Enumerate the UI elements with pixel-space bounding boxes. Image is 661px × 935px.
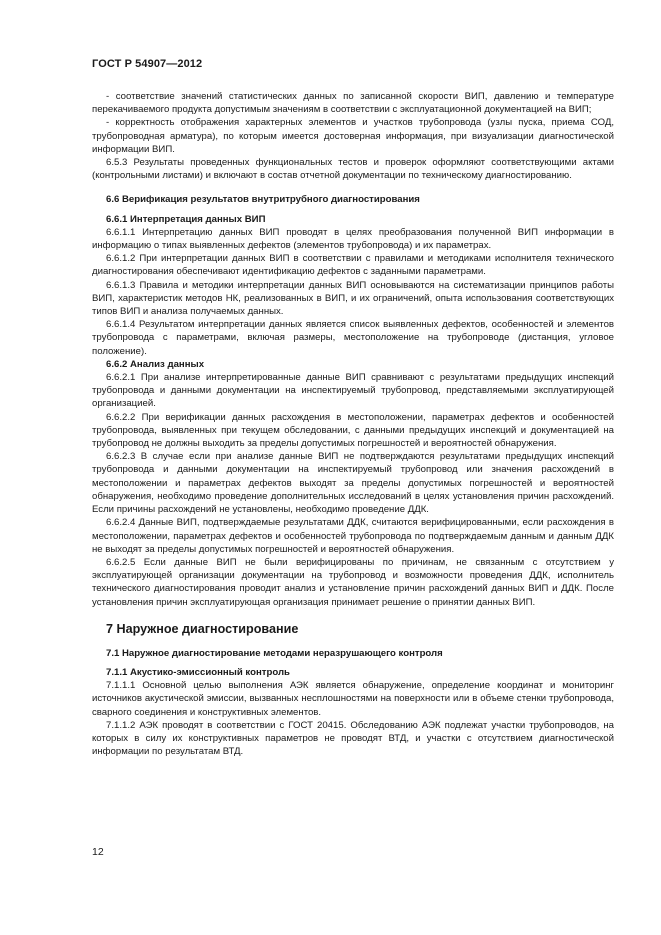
paragraph: 7.1.1.2 АЭК проводят в соответствии с ГОСТ 20415. Обследованию АЭК подлежат участки трубопроводов, на которых в силу их конструктивных параметров не проводят ВТД, и участки с отсутствием диагностической информации по результатам ВТД. [92, 719, 614, 758]
document-header: ГОСТ Р 54907—2012 [92, 58, 203, 70]
paragraph: 6.6.2.1 При анализе интерпретированные данные ВИП сравнивают с результатами предыдущих инспекций трубопровода и данными документации на инспектируемый трубопровод, представляемыми эксплуатирующей организацией. [92, 372, 614, 410]
document-body [92, 90, 614, 758]
paragraph: 6.6.1.4 Результатом интерпретации данных является список выявленных дефектов, особенностей и элементов трубопровода с параметрами, включая размеры, местоположение на трубопроводе (дистанция, угловое положение). [92, 319, 614, 357]
paragraph: 6.6.1.3 Правила и методики интерпретации данных ВИП основываются на систематизации принципов работы ВИП, характеристик методов НК, реализованных в ВИП, и их ограничений, опыта использования соответствующих типов ВИП и анализа получаемых данных. [92, 279, 614, 318]
paragraph: 7.1.1.1 Основной целью выполнения АЭК является обнаружение, определение координат и мониторинг источников акустической эмиссии, вызванных несплошностями на поверхности или в объеме стенки трубопровода, сварного соединения и конструктивных элементов. [92, 680, 614, 718]
paragraph: - корректность отображения характерных элементов и участков трубопровода (узлы пуска, приема СОД, трубопроводная арматура), по которым имеется достоверная информация, при визуализации диагностической информации ВИП. [92, 117, 614, 155]
chapter-heading-7: 7 Наружное диагностирование [106, 621, 299, 636]
subsection-heading-7-1-1: 7.1.1 Акустико-эмиссионный контроль [106, 666, 290, 678]
section-heading-7-1: 7.1 Наружное диагностирование методами неразрушающего контроля [106, 647, 443, 659]
paragraph: 6.6.2.4 Данные ВИП, подтверждаемые результатами ДДК, считаются верифицированными, если расхождения в местоположении, параметрах дефектов и особенностей трубопровода по подтверждаемым данным и данным ДДК не выходят за пределы допустимых погрешностей и вероятностей обнаружения. [92, 517, 614, 555]
paragraph: - соответствие значений статистических данных по записанной скорости ВИП, давлению и температуре перекачиваемого продукта допустимым значениям в соответствии с эксплуатационной документацией на ВИП; [92, 91, 614, 116]
section-heading-6-6: 6.6 Верификация результатов внутритрубного диагностирования [106, 194, 420, 206]
paragraph: 6.6.1.1 Интерпретацию данных ВИП проводят в целях преобразования полученной ВИП информации в информацию о типах выявленных дефектов (элементов трубопровода) и их параметрах. [92, 226, 614, 252]
page-number: 12 [92, 846, 104, 858]
paragraph: 6.6.1.2 При интерпретации данных ВИП в соответствии с правилами и методиками исполнителя технического диагностирования обеспечивают идентификацию дефектов с заданными параметрами. [92, 253, 614, 278]
subsection-heading-6-6-2: 6.6.2 Анализ данных [106, 358, 205, 370]
paragraph: 6.6.2.2 При верификации данных расхождения в местоположении, параметрах дефектов и особенностей трубопровода, выявленных при текущем обследовании, с данными предыдущих инспекций и документацией на трубопровод не должны выходить за пределы допустимых погрешностей и вероятностей обнаружения. [92, 411, 614, 450]
paragraph: 6.5.3 Результаты проведенных функциональных тестов и проверок оформляют соответствующими актами (контрольными листами) и включают в состав отчетной документации по техническому диагностированию. [92, 157, 614, 182]
paragraph: 6.6.2.5 Если данные ВИП не были верифицированы по причинам, не связанным с отсутствием у эксплуатирующей организации документации на трубопровод и возможности проведения ДДК, исполнитель технического диагностирования проводит анализ и установление причин расхождений данных ВИП и ДДК. После установления причин эксплуатирующая организация принимает решение о принятии данных ВИП. [92, 556, 614, 608]
subsection-heading-6-6-1: 6.6.1 Интерпретация данных ВИП [106, 213, 266, 225]
paragraph: 6.6.2.3 В случае если при анализе данные ВИП не подтверждаются результатами предыдущих инспекций трубопровода и данными документации на инспектируемый трубопровод или значения расхождений в местоположении и параметрах дефектов выходят за пределы допустимых погрешностей и вероятностей обнаружения, необходимо проведение дополнительных исследований в целях установления причин расхождений. Если причины расхождений не установлены, необходимо проведение ДДК. [92, 451, 614, 516]
